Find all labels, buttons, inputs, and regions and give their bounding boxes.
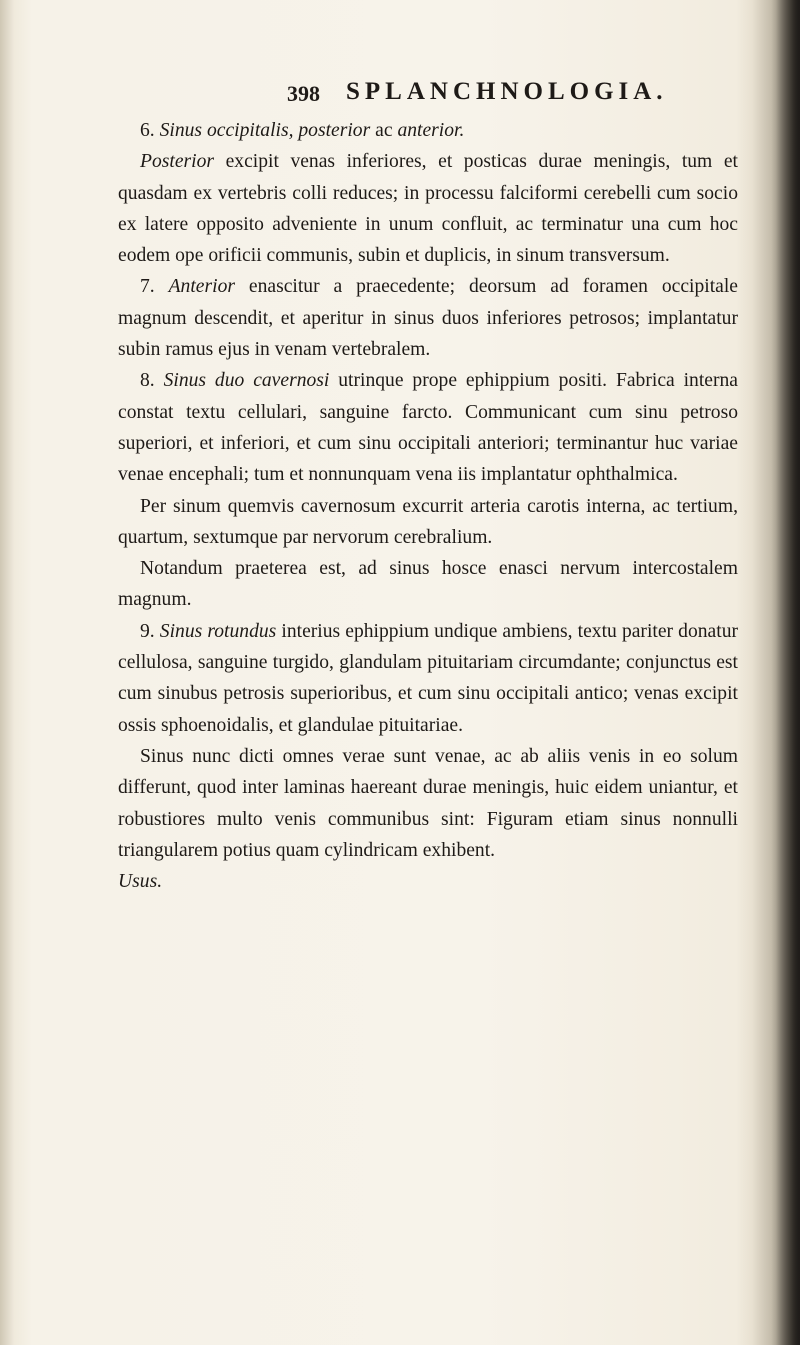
running-title: SPLANCHNOLOGIA. [346, 78, 668, 105]
body-text [118, 115, 738, 897]
paragraph-7: 7. Anterior enascitur a praecedente; deorsum ad foramen occipitale magnum descendit, et aperitur in sinus duos inferiores petrosos; implantatur subin ramus ejus in venam vertebralem. [118, 276, 738, 361]
paragraph-notandum: Notandum praeterea est, ad sinus hosce enasci nervum intercostalem magnum. [118, 558, 738, 611]
paragraph-9: 9. Sinus rotundus interius ephippium undique ambiens, textu pariter donatur cellulosa, sanguine turgido, glandulam pituitariam circumdante; conjunctus est cum sinubus petrosis superioribus, et cum sinu occipitali antico; venas excipit ossis sphoenoidalis, et glandulae pituitariae. [118, 620, 739, 736]
paragraph-6: 6. Sinus occipitalis, posterior ac anterior. [140, 120, 465, 141]
page-binding [0, 0, 14, 1345]
catchword: Usus. [118, 871, 163, 893]
paragraph-posterior: Posterior excipit venas inferiores, et posticas durae meningis, tum et quasdam ex vertebris colli reduces; in processu falciformi cerebelli cum socio ex latere opposito adveniente in unum confluit, ac terminatur una cum hoc eodem ope orificii communis, subin et duplicis, in sinum transversum. [118, 151, 738, 267]
page-number: 398 [287, 81, 320, 106]
paragraph-8: 8. Sinus duo cavernosi utrinque prope ephippium positi. Fabrica interna constat textu cellulari, sanguine farcto. Communicant cum sinu petroso superiori, et inferiori, et cum sinu occipitali anteriori; terminantur huc variae venae encephali; tum et nonnunquam vena iis implantatur ophthalmica. [118, 370, 738, 486]
paragraph-sinus-nunc: Sinus nunc dicti omnes verae sunt venae, ac ab aliis venis in eo solum differunt, quod inter laminas haereant durae meningis, huic eidem uniantur, et robustiores multo venis communibus sint: Figuram etiam sinus nonnulli triangularem potius quam cylindricam exhibent. [118, 745, 738, 861]
page-edge-shadow [752, 0, 800, 1345]
paragraph-carotis: Per sinum quemvis cavernosum excurrit arteria carotis interna, ac tertium, quartum, sextumque par nervorum cerebralium. [118, 495, 738, 548]
